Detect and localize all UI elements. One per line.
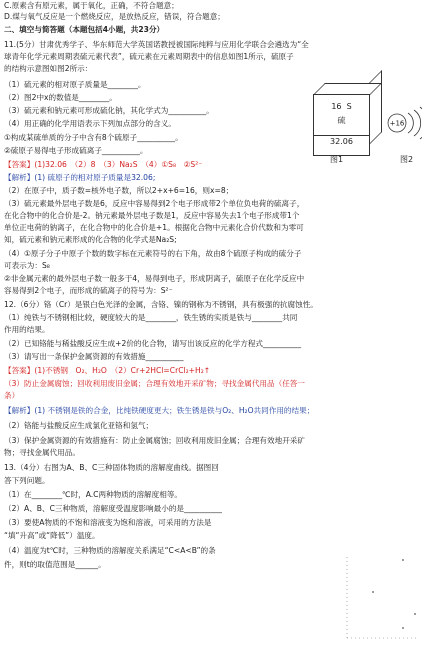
text-line: ②硫原子易得电子形成硫离子__________。	[4, 146, 148, 155]
text-line: （1）硫元素的相对原子质量是________。	[4, 80, 146, 89]
text-line: （4）用正确的化学用语表示下列加点部分的含义。	[4, 119, 176, 128]
text-line: 11.(5分）甘肃优秀学子、华东师范大学英国诺教授被国际纯粹与应用化学联合会遴选为“全	[4, 40, 309, 49]
text-line: （3）硫元素和钠元素可形成硫化钠，其化学式为__________。	[4, 106, 214, 115]
text-line: （1）在________℃时，A.C两种物质的溶解度相等。	[4, 490, 183, 499]
nucleus-charge: +16	[389, 119, 405, 128]
text-line: （2）在原子中，质子数=核外电子数，所以2+x+6=16，则x=8；	[4, 186, 234, 195]
text-line: （3）防止金属腐蚀；回收利用废旧金属；合理有效地开采矿物；寻找金属代用品（任答一	[4, 379, 305, 388]
text-line: 知，硫元素和钠元素形成的化合物的化学式是Na₂S;	[4, 235, 177, 244]
sulfur-atom-diagram	[384, 104, 422, 142]
text-line: （3）请写出一条保护金属资源的有效措施__________	[4, 352, 184, 361]
text-line: 可表示为：S₈	[4, 261, 50, 270]
text-line: 二、填空与简答题（本题包括4小题，共23分）	[4, 25, 165, 34]
text-line: 答下列问题。	[4, 476, 50, 485]
text-line: （4）温度为t℃时，三种物质的溶解度关系满足“C<A<B”的条	[4, 546, 216, 555]
element-name: 硫	[337, 116, 346, 125]
text-line: ②非金属元素的最外层电子数一般多于4，易得到电子，形成阴离子，硫原子在化学反应中	[4, 274, 305, 283]
atomic-number-symbol: 16 S	[331, 102, 352, 111]
text-line: 件，则t的取值范围是______。	[4, 560, 106, 569]
periodic-table-cell	[313, 94, 370, 156]
text-line: （3）要使A物质的不饱和溶液变为饱和溶液，可采用的方法是	[4, 518, 212, 527]
text-line: 13.（4分）右图为A、B、C三种固体物质的溶解度曲线。据图回	[4, 463, 219, 472]
text-line: 【答案】(1)32.06 （2）8 （3）Na₂S （4）①S₈ ②S²⁻	[4, 160, 203, 169]
text-line: “填“升高”或“降低”）温度。	[4, 531, 100, 540]
text-line: D.煤与氧气反应是一个燃烧反应，是放热反应，错误，符合题意；	[4, 12, 225, 21]
text-line: （2）A、B、C三种物质，溶解度受温度影响最小的是__________	[4, 504, 222, 513]
text-line: 条）	[4, 391, 20, 400]
figure1-label: 图1	[330, 155, 344, 164]
text-line: 单位正电荷的钠离子，在化合物中的化合价是+1。根据化合物中元素化合价代数和为零可	[4, 223, 304, 232]
text-line: 作用的结果。	[4, 325, 50, 334]
text-line: 【解析】(1) 硫原子的相对原子质量是32.06;	[4, 173, 156, 182]
text-line: 容易得到2个电子，而形成的硫离子的符号为：S²⁻	[4, 286, 173, 295]
solubility-curve-graph	[337, 548, 421, 646]
text-line: （3）保护金属资源的有效措施有：防止金属腐蚀；回收利用废旧金属；合理有效地开采矿	[4, 436, 305, 445]
text-line: ①构成某硫单质的分子中含有8个硫原子__________。	[4, 133, 183, 142]
text-line: C.原素含有原元素，属于氧化，正确，不符合题意；	[4, 1, 179, 10]
atomic-mass: 32.06	[314, 135, 369, 147]
text-line: 球青年化学元素周期表硫元素代表”，硫元素在元素周期表中的信息如图1所示，硫原子	[4, 52, 294, 61]
text-line: （3）硫元素最外层电子数是6，反应中容易得到2个电子形成带2个单位负电荷的硫离子，	[4, 199, 305, 208]
text-line: （2）图2中x的数值是________。	[4, 93, 117, 102]
text-line: （1）纯铁与不锈钢相比较，硬度较大的是________，铁生锈的实质是铁与________共同	[4, 313, 298, 322]
text-line: 在化合物中的化合价是-2。钠元素最外层电子数是1，反应中容易失去1个电子形成带1个	[4, 211, 300, 220]
text-line: 物；寻找金属代用品。	[4, 448, 80, 457]
cell-side-face	[369, 70, 382, 145]
text-line: 12.（6分）铬（Cr）是银白色光泽的金属，含铬、镍的钢称为不锈钢，具有极强的抗腐蚀性。	[4, 300, 318, 309]
text-line: 的结构示意图如图2所示：	[4, 64, 93, 73]
text-line: （2）已知铬能与稀盐酸反应生成+2价的化合物，请写出该反应的化学方程式__________	[4, 339, 301, 348]
text-line: （2）铬能与盐酸反应生成氯化亚铬和氢气；	[4, 421, 154, 430]
text-line: 【答案】(1)不锈钢 O₂、H₂O （2）Cr+2HCl=CrCl₂+H₂↑	[4, 366, 211, 375]
text-line: 【解析】(1) 不锈钢是铁的合金，比纯铁硬度更大；铁生锈是铁与O₂、H₂O共同作用的结果；	[4, 406, 315, 415]
text-line: （4）①原子分子中原子个数的数字标在元素符号的右下角，故由8个硫原子构成的硫分子	[4, 249, 302, 258]
figure2-label: 图2	[400, 155, 414, 164]
